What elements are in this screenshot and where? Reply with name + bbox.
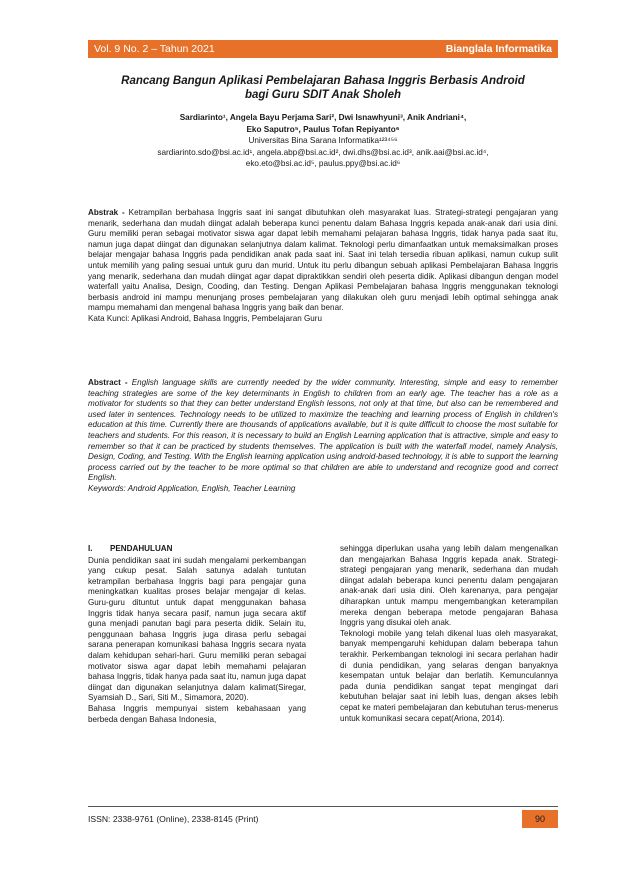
body-column-left (88, 544, 306, 725)
paragraph: sehingga diperlukan usaha yang lebih dalam mengenalkan dan mengajarkan Bahasa Inggris kepada anak. Strategi-strategi pengajaran yang menarik, sederhana dan mudah diingat adalah beberapa kunci penentu dalam pengajaran anak-anak dari usia dini. Oleh karenanya, para pengajar diharapkan untuk mampu mengembangkan keterampilan mereka dengan beberapa metode pengajaran Bahasa Inggris yang disukai oleh anak. (340, 544, 558, 628)
abstrak-indonesian (88, 208, 558, 325)
body-column-right (340, 544, 558, 724)
section-number: I. (88, 544, 93, 553)
title-line-2: bagi Guru SDIT Anak Sholeh (244, 89, 402, 101)
paragraph: Bahasa Inggris mempunyai sistem kebahasaan yang berbeda dengan Bahasa Indonesia, (88, 703, 306, 724)
journal-name: Bianglala Informatika (445, 43, 552, 55)
abstrak-label: Abstrak - (88, 208, 125, 217)
abstract-text: English language skills are currently needed by the wider community. Interesting, simple and easy to remember teaching strategies are some of the key determinants in English to children from an early age. The teacher has a role as a motivator for students so that they can better understand English lessons, not only at that time, but also can be remembered and used later in sentences. Technology needs to be utilized to maximize the teaching and learning process of English in children's education at this time. Currently there are thousands of applications available, but it is quite difficult to choose the most suitable for teachers and students. For this reason, it is necessary to build an English Learning application that is attractive, simple and easy to remember so that it can be practiced by students themselves. The application is built with the waterfall model, namely Analysis, Design, Coding, and Testing. With the English learning application using android-based technology, it is able to support the learning process carried out by the teacher to be more optimal so that children are able to understand and recognize good and correct English. (88, 378, 558, 483)
author-emails-1: sardiarinto.sdo@bsi.ac.id¹, angela.abp@bsi.ac.id², dwi.dhs@bsi.ac.id³, anik.aai@bsi.ac.id⁴, (157, 147, 489, 157)
paragraph: Teknologi mobile yang telah dikenal luas oleh masyarakat, banyak mempengaruhi kehidupan dalam beberapa tahun terakhir. Perkembangan teknologi ini secara perlahan hadir di dunia pendidikan, yang selaras dengan banyaknya kesempatan untuk belajar dan berlatih. Kemunculannya pada dunia pendidikan sangat tepat mengingat dari kebutuhan belajar saat ini lebih luas, dengan akses lebih cepat ke materi pembelajaran dan kebutuhan terus-menerus untuk komunikasi secara cepat(Ariona, 2014). (340, 628, 558, 723)
paragraph: Dunia pendidikan saat ini sudah mengalami perkembangan yang cukup pesat. Salah satunya adalah tuntutan ketrampilan berbahasa Inggris bagi para pengajar guna meningkatkan kualitas proses belajar mengajar di kelas. Guru-guru dituntut untuk dapat menggunakan bahasa Inggris tidak hanya secara pasif, namun juga secara aktif guna menjadi panutan bagi para peserta didik. Selain itu, penggunaan bahasa Inggris juga dirasa perlu sebagai sarana penerapan komunikasi bahasa Inggris secara nyata dalam kehidupan sehari-hari. Guru memiliki peran sebagai motivator siswa agar dapat lebih memahami pelajaran bahasa Inggris, tidak hanya pada saat itu, namun juga dapat diingat dan digunakan selanjutnya dalam kalimat(Siregar, Syamsiah D., Sari, Siti M., Simamora, 2020). (88, 555, 306, 703)
abstrak-text: Ketrampilan berbahasa Inggris saat ini sangat dibutuhkan oleh masyarakat luas. Strategi-strategi pengajaran yang menarik, sederhana dan mudah diingat adalah beberapa kunci penentu dalam Bahasa Inggris kepada anak-anak dari usia dini. Guru memiliki peran sebagai motivator siswa agar dapat lebih memahami pelajaran bahasa Inggris, tidak hanya pada saat itu, namun juga dapat diingat dan digunakan selanjutnya dalam kalimat. Teknologi perlu dimanfaatkan untuk memaksimalkan proses belajar mengajar bahasa Inggris pada pendidikan anak pada saat ini. Saat ini telah tersedia ribuan aplikasi, namun cukup sulit untuk memilih yang paling sesuai untuk guru dan murid. Untuk itu perlu dibangun sebuah aplikasi Pembelajaran Bahasa Inggris yang menarik, sederhana dan mudah diingat agar dapat dipraktikkan sendiri oleh peserta didik. Aplikasi dibangun dengan model waterfall yaitu Analisa, Design, Cooding, dan Testing. Dengan Aplikasi Pembelajaran bahasa Inggris menggunakan teknologi berbasis android ini mampu menunjang proses pembelajaran yang dilakukan oleh guru menjadi lebih optimal sehingga anak mampu memahami dan mengenal bahasa Inggris yang baik dan benar. (88, 208, 559, 313)
affiliation: Universitas Bina Sarana Informatika¹²³⁴⁵⁶ (248, 136, 398, 145)
page-number: 90 (522, 810, 558, 828)
section-heading (88, 544, 306, 555)
author-names-1: Sardiarinto¹, Angela Bayu Perjama Sari², Dwi Isnawhyuni³, Anik Andriani⁴, (179, 113, 467, 122)
abstract-english (88, 378, 558, 495)
author-emails-2: eko.eto@bsi.ac.id⁵, paulus.ppy@bsi.ac.id⁶ (245, 159, 401, 168)
paper-title (88, 74, 558, 102)
abstract-label: Abstract - (88, 378, 128, 387)
footer-divider (88, 806, 558, 807)
issn-footer: ISSN: 2338-9761 (Online), 2338-8145 (Print) (88, 814, 259, 824)
journal-header-bar (88, 40, 558, 58)
volume-label: Vol. 9 No. 2 – Tahun 2021 (94, 43, 215, 55)
kata-kunci: Kata Kunci: Aplikasi Android, Bahasa Inggris, Pembelajaran Guru (88, 313, 322, 323)
title-line-1: Rancang Bangun Aplikasi Pembelajaran Bahasa Inggris Berbasis Android (121, 75, 525, 87)
author-names-2: Eko Saputro⁵, Paulus Tofan Repiyanto⁶ (246, 124, 400, 134)
section-title: PENDAHULUAN (110, 544, 173, 553)
author-block (88, 112, 558, 170)
keywords: Keywords: Android Application, English, Teacher Learning (88, 483, 296, 493)
